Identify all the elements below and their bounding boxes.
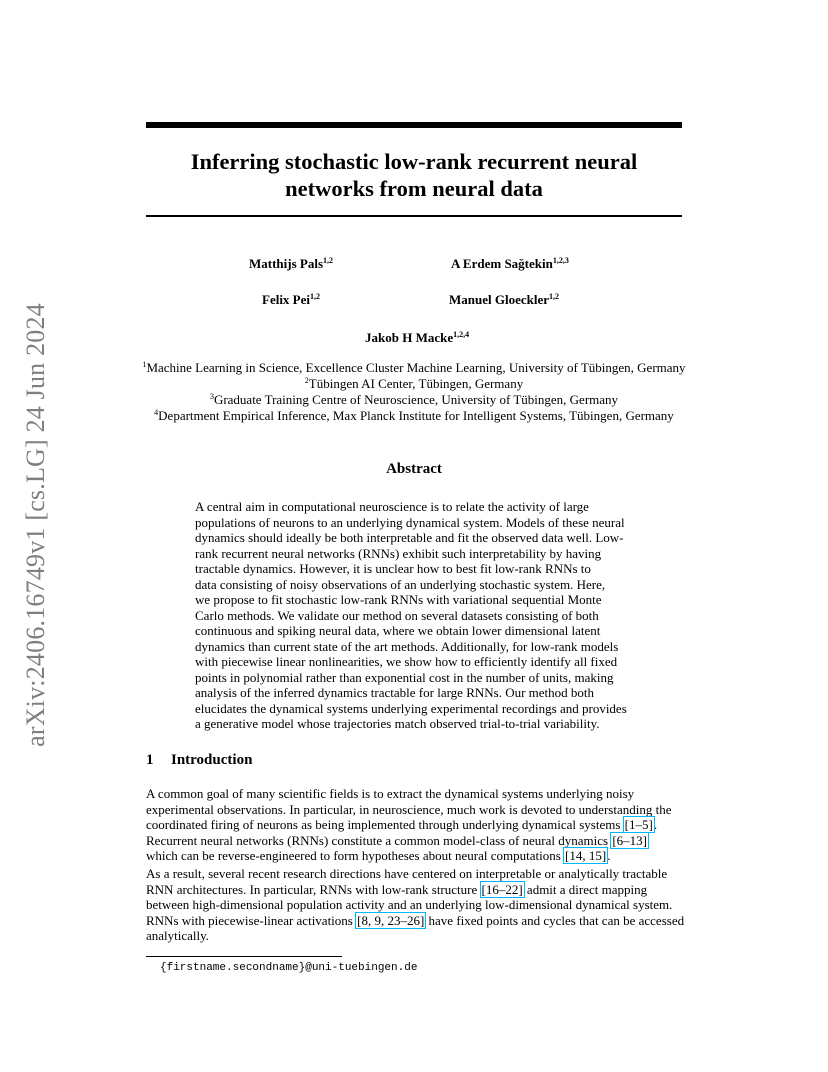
footnote-rule	[146, 956, 342, 957]
author-affiliation-marks: 1,2,3	[552, 256, 569, 265]
line-text: coordinated firing of neurons as being implemented through underlying dynamical systems	[146, 817, 624, 832]
line-text: .	[607, 848, 611, 863]
paragraph-line	[146, 882, 686, 898]
author-manuel-gloeckler	[449, 292, 559, 308]
abstract-heading: Abstract	[386, 461, 442, 477]
affiliation-4	[120, 408, 708, 424]
citation-link[interactable]: [1–5]	[624, 817, 653, 832]
author-erdem-sagtekin	[451, 256, 569, 272]
paragraph-line: experimental observations. In particular, in neuroscience, much work is devoted to understanding the	[146, 801, 672, 817]
paragraph-line	[146, 833, 686, 849]
section-number: 1	[146, 752, 154, 768]
abstract-line: populations of neurons to an underlying dynamical system. Models of these neural	[195, 514, 625, 530]
abstract-line: with piecewise linear nonlinearities, we show how to efficiently identify all fixed	[195, 654, 618, 669]
paragraph-line	[146, 848, 686, 864]
author-name: Matthijs Pals	[249, 256, 324, 271]
abstract-line: a generative model whose trajectories match observed trial-to-trial variability.	[195, 716, 600, 731]
line-text: which can be reverse-engineered to form hypotheses about neural computations	[146, 848, 565, 863]
line-text: RNN architectures. In particular, RNNs with low-rank structure	[146, 881, 481, 897]
citation-link[interactable]: [6–13]	[612, 832, 648, 848]
line-text: RNNs with piecewise-linear activations	[146, 912, 357, 928]
abstract-line: continuous and spiking neural data, where we obtain lower dimensional latent	[195, 623, 601, 638]
abstract-body	[195, 499, 635, 732]
affiliation-1	[120, 360, 708, 376]
citation-link[interactable]: [8, 9, 23–26]	[357, 912, 425, 928]
abstract-line: rank recurrent neural networks (RNNs) exhibit such interpretability by having	[195, 545, 602, 561]
paragraph-line	[146, 913, 686, 929]
abstract-line: dynamics should ideally be both interpretable and fit the observed data well. Low-	[195, 530, 624, 545]
abstract-line: points in polynomial rather than exponential cost in the number of units, making	[195, 669, 614, 685]
paragraph-line: A common goal of many scientific fields is to extract the dynamical systems underlying noisy	[146, 786, 635, 801]
section-heading-introduction	[146, 752, 252, 769]
author-name: A Erdem Sağtekin	[451, 256, 553, 271]
paragraph-line: between high-dimensional population activity and an underlying low-dimensional dynamical system.	[146, 897, 673, 912]
paper-title-line-1: Inferring stochastic low-rank recurrent neural	[190, 149, 638, 174]
author-name: Manuel Gloeckler	[449, 292, 550, 307]
intro-paragraph-2	[146, 866, 686, 944]
line-text: .	[653, 817, 658, 832]
affiliation-mark: 1	[142, 360, 147, 369]
author-felix-pei	[262, 292, 320, 308]
paragraph-line: As a result, several recent research directions have centered on interpretable or analytically tractable	[146, 866, 668, 881]
abstract-line: dynamics than current state of the art methods. Additionally, for low-rank models	[195, 638, 619, 654]
section-title: Introduction	[171, 752, 253, 768]
author-affiliation-marks: 1,2,4	[453, 330, 470, 339]
arxiv-identifier-stamp: arXiv:2406.16749v1 [cs.LG] 24 Jun 2024	[21, 303, 50, 747]
author-affiliation-marks: 1,2	[323, 256, 334, 265]
affiliation-mark: 2	[304, 376, 309, 385]
affiliation-text: Graduate Training Centre of Neuroscience, University of Tübingen, Germany	[213, 392, 619, 407]
author-matthijs-pals	[249, 256, 333, 272]
line-text: admit a direct mapping	[523, 881, 648, 897]
paper-title	[146, 148, 682, 202]
affiliation-2	[120, 376, 708, 392]
abstract-line: analysis of the inferred dynamics tractable for large RNNs. Our method both	[195, 685, 595, 700]
affiliation-mark: 3	[209, 392, 214, 401]
paragraph-line	[146, 817, 686, 833]
citation-link[interactable]: [14, 15]	[565, 848, 607, 863]
author-name: Jakob H Macke	[365, 330, 454, 345]
author-affiliation-marks: 1,2	[549, 292, 560, 301]
citation-link[interactable]: [16–22]	[481, 881, 523, 897]
affiliation-3	[120, 392, 708, 408]
footnote-email: {firstname.secondname}@uni-tuebingen.de	[160, 962, 418, 974]
author-affiliation-marks: 1,2	[310, 292, 321, 301]
affiliation-mark: 4	[154, 408, 159, 417]
title-bottom-rule	[146, 215, 682, 217]
abstract-line: data consisting of noisy observations of an underlying stochastic system. Here,	[195, 576, 606, 592]
author-jakob-macke	[365, 330, 469, 346]
paper-title-line-2: networks from neural data	[285, 176, 543, 201]
abstract-line: tractable dynamics. However, it is unclear how to best fit low-rank RNNs to	[195, 561, 591, 576]
author-name: Felix Pei	[262, 292, 311, 307]
line-text: have fixed points and cycles that can be accessed	[425, 912, 685, 928]
affiliations-block	[120, 360, 708, 424]
intro-paragraph-1	[146, 786, 686, 864]
abstract-line: elucidates the dynamical systems underlying experimental recordings and provides	[195, 700, 627, 716]
affiliation-text: Department Empirical Inference, Max Planck Institute for Intelligent Systems, Tübingen, Germany	[158, 408, 674, 423]
affiliation-text: Tübingen AI Center, Tübingen, Germany	[308, 376, 524, 391]
affiliation-text: Machine Learning in Science, Excellence Cluster Machine Learning, University of Tübingen, Germany	[146, 360, 686, 375]
abstract-line: we propose to fit stochastic low-rank RNNs with variational sequential Monte	[195, 592, 602, 607]
paragraph-line: analytically.	[146, 928, 210, 943]
abstract-line: Carlo methods. We validate our method on several datasets consisting of both	[195, 607, 599, 623]
line-text: Recurrent neural networks (RNNs) constitute a common model-class of neural dynamics	[146, 832, 612, 848]
abstract-line: A central aim in computational neuroscience is to relate the activity of large	[195, 499, 589, 514]
title-top-rule	[146, 122, 682, 128]
